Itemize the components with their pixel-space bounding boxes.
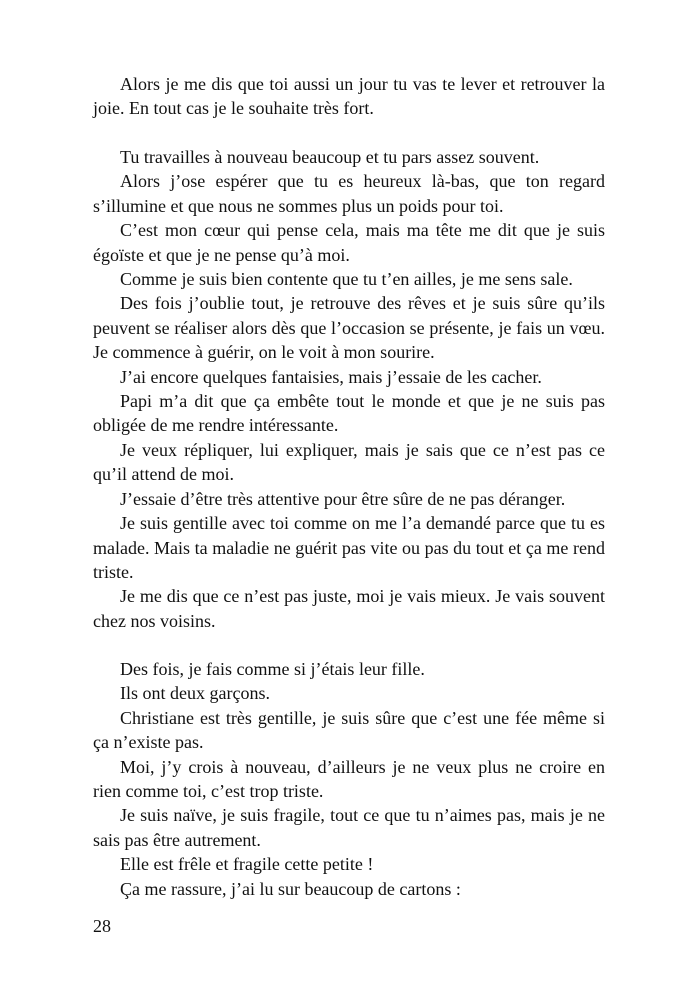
paragraph: Des fois, je fais comme si j’étais leur fille. [120,659,425,679]
text-block-3 [93,657,605,901]
paragraph: J’ai encore quelques fantaisies, mais j’essaie de les cacher. [120,366,542,387]
paragraph: C’est mon cœur qui pense cela, mais ma tête me dit que je suis égoïste et que je ne pense qu’à moi. [93,220,605,265]
paragraph: Des fois j’oublie tout, je retrouve des rêves et je suis sûre qu’ils peuvent se réaliser alors dès que l’occasion se présente, je fais un vœu. Je commence à guérir, on le voit à mon sourire. [93,293,605,363]
paragraph: Je suis naïve, je suis fragile, tout ce que tu n’aimes pas, mais je ne sais pas être autrement. [93,805,605,850]
paragraph: Alors j’ose espérer que tu es heureux là-bas, que ton regard s’illumine et que nous ne sommes plus un poids pour toi. [93,171,605,216]
page-number: 28 [93,916,111,936]
paragraph: Christiane est très gentille, je suis sûre que c’est une fée même si ça n’existe pas. [93,707,605,753]
paragraph: Alors je me dis que toi aussi un jour tu vas te lever et retrouver la joie. En tout cas je le souhaite très fort. [93,74,605,119]
paragraph: Ça me rassure, j’ai lu sur beaucoup de cartons : [120,878,461,899]
paragraph: Papi m’a dit que ça embête tout le monde et que je ne suis pas obligée de me rendre intéressante. [93,391,605,436]
paragraph: Je veux répliquer, lui expliquer, mais je sais que ce n’est pas ce qu’il attend de moi. [93,439,605,485]
text-block-1 [93,72,605,121]
paragraph: Moi, j’y crois à nouveau, d’ailleurs je ne veux plus ne croire en rien comme toi, c’est trop triste. [93,756,605,802]
text-block-2 [93,145,605,633]
paragraph: Je me dis que ce n’est pas juste, moi je vais mieux. Je vais souvent chez nos voisins. [93,586,605,631]
paragraph: Comme je suis bien contente que tu t’en ailles, je me sens sale. [120,269,573,290]
paragraph: Elle est frêle et fragile cette petite ! [120,854,374,875]
paragraph: Je suis gentille avec toi comme on me l’a demandé parce que tu es malade. Mais ta maladie ne guérit pas vite ou pas du tout et ça me rend triste. [93,513,605,582]
paragraph: Ils ont deux garçons. [120,683,270,704]
paragraph: J’essaie d’être très attentive pour être sûre de ne pas déranger. [120,488,566,509]
paragraph: Tu travailles à nouveau beaucoup et tu pars assez souvent. [120,147,540,167]
